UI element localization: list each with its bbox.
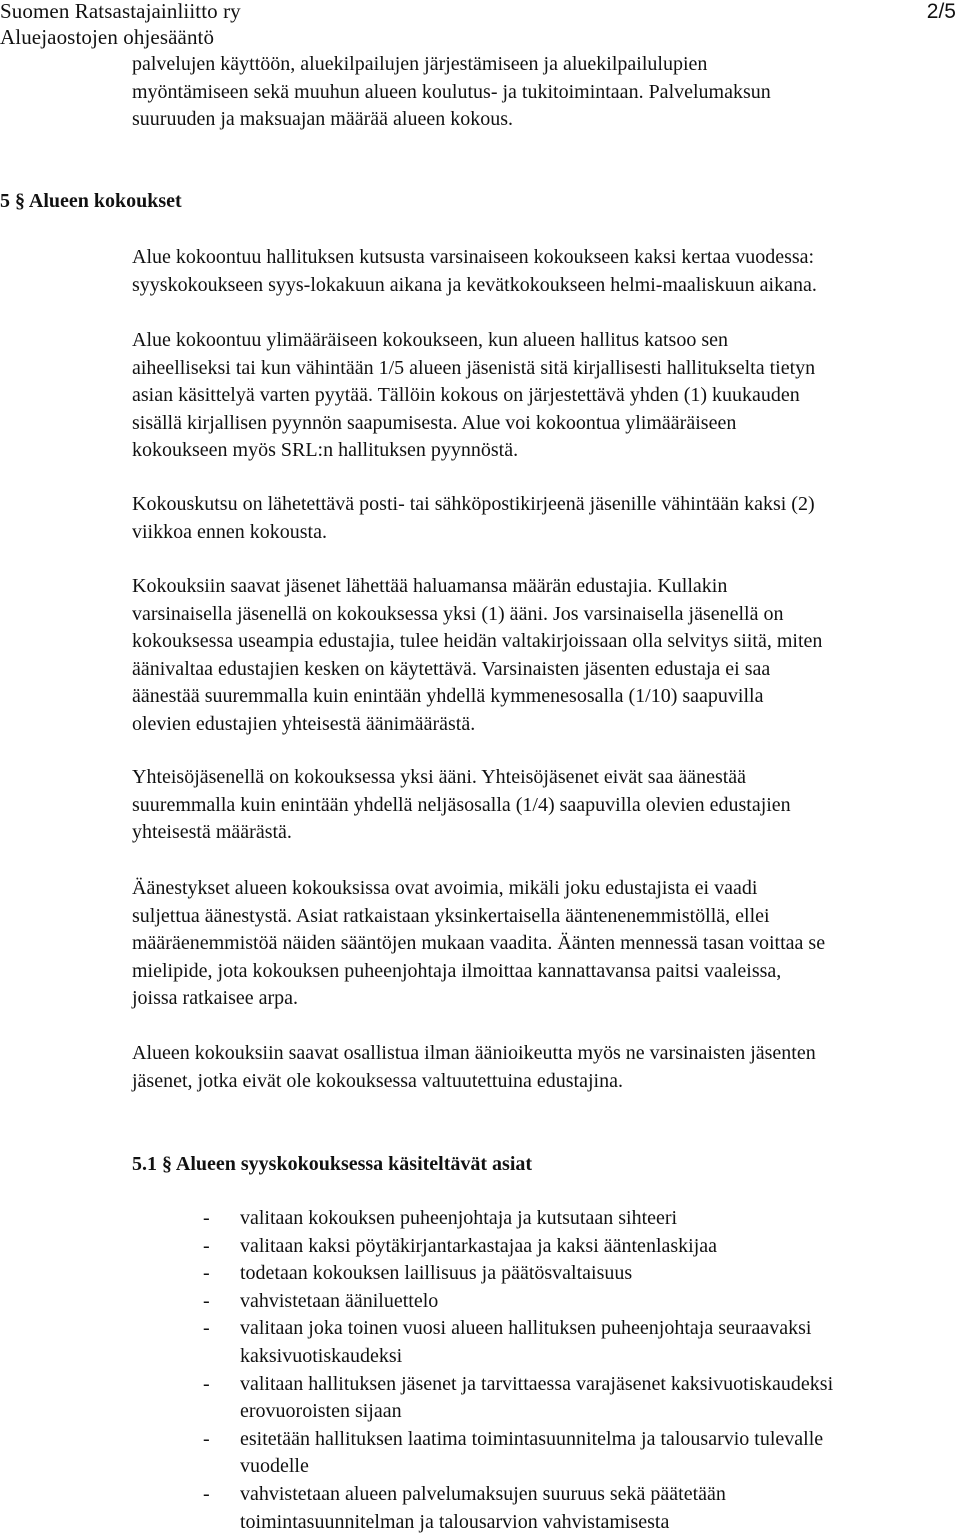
text-line: varsinaisella jäsenellä on kokouksessa yksi (1) ääni. Jos varsinaisella jäsenellä on [132,602,784,625]
text-line: Yhteisöjäsenellä on kokouksessa yksi ääni. Yhteisöjäsenet eivät saa äänestää [132,766,747,788]
text-line: sisällä kirjallisen pyynnön saapumisesta. Alue voi kokoontua ylimääräiseen [132,411,737,434]
text-line: äänivaltaa edustajien kesken on käytettävä. Varsinaisten jäsenten edustaja ei saa [132,657,771,680]
list-item-text: valitaan joka toinen vuosi alueen hallituksen puheenjohtaja seuraavaksi [240,1317,812,1340]
section-5-paragraph-7 [132,1040,960,1095]
text-line: yhteisestä määrästä. [132,821,292,844]
text-line: aiheelliseksi tai kun vähintään 1/5 alueen jäsenistä sitä kirjallisesti hallitukselta tietyn [132,356,816,379]
section-5-paragraph-2 [132,327,960,465]
text-line: Alue kokoontuu hallituksen kutsusta varsinaiseen kokoukseen kaksi kertaa vuodessa: [132,246,815,268]
text-line: suuruuden ja maksuajan määrää alueen kokous. [132,108,513,131]
list-item-text: todetaan kokouksen laillisuus ja päätösvaltaisuus [240,1262,633,1285]
bullet-dash: - [203,1289,210,1312]
bullet-dash: - [203,1482,210,1505]
text-line: määräenemmistöä näiden sääntöjen mukaan vaadita. Äänten mennessä tasan voittaa se [132,932,826,955]
list-item [203,1260,960,1288]
list-item [203,1288,960,1316]
text-line: kokouksessa useampia edustajia, tulee heidän valtakirjoissaan olla selvitys siitä, miten [132,630,823,653]
text-line: jäsenet, jotka eivät ole kokouksessa valtuutettuina edustajina. [132,1069,623,1092]
document-title: Aluejaostojen ohjesääntö [0,25,215,49]
bullet-dash: - [203,1372,210,1395]
bullet-dash: - [203,1262,210,1285]
list-item-text: vahvistetaan ääniluettelo [240,1289,439,1312]
bullet-dash: - [203,1234,210,1257]
text-line: asian käsittelyä varten pyytää. Tällöin kokous on järjestettävä yhden (1) kuukauden [132,384,800,407]
text-line: mielipide, jota kokouksen puheenjohtaja ilmoittaa kannattavansa paitsi vaaleissa, [132,959,782,982]
section-5-1-heading: 5.1 § Alueen syyskokouksessa käsiteltävät asiat [132,1153,533,1175]
list-item-text: kaksivuotiskaudeksi [240,1344,403,1367]
text-line: kokoukseen myös SRL:n hallituksen pyynnöstä. [132,439,519,462]
text-line: Alue kokoontuu ylimääräiseen kokoukseen, kun alueen hallitus katsoo sen [132,329,728,351]
text-line: palvelujen käyttöön, aluekilpailujen järjestämiseen ja aluekilpailulupien [132,53,708,75]
section-5-paragraph-3 [132,491,960,546]
section-5-heading: 5 § Alueen kokoukset [0,190,182,212]
text-line: myöntämiseen sekä muuhun alueen koulutus- ja tukitoimintaan. Palvelumaksun [132,80,771,103]
text-line: suljettua äänestystä. Asiat ratkaistaan yksinkertaisella ääntenenemmistöllä, ellei [132,904,770,927]
list-item [203,1481,960,1536]
list-item-text: vuodelle [240,1455,309,1478]
list-item-text: erovuoroisten sijaan [240,1400,402,1423]
page-number: 2/5 [926,0,956,23]
list-item-text: valitaan kaksi pöytäkirjantarkastajaa ja kaksi ääntenlaskijaa [240,1234,718,1257]
text-line: olevien edustajien yhteisestä äänimäärästä. [132,712,476,735]
text-line: suuremmalla kuin enintään yhdellä neljäsosalla (1/4) saapuvilla olevien edustajien [132,793,791,816]
section-5-paragraph-6 [132,875,960,1013]
list-item-text: esitetään hallituksen laatima toimintasuunnitelma ja talousarvio tulevalle [240,1427,824,1450]
text-line: joissa ratkaisee arpa. [132,987,299,1010]
intro-paragraph [132,51,960,134]
text-line: Kokouksiin saavat jäsenet lähettää haluamansa määrän edustajia. Kullakin [132,575,728,597]
text-line: syyskokoukseen syys-lokakuun aikana ja kevätkokoukseen helmi-maaliskuun aikana. [132,273,817,296]
list-item-text: valitaan kokouksen puheenjohtaja ja kutsutaan sihteeri [240,1207,678,1229]
text-line: Äänestykset alueen kokouksissa ovat avoimia, mikäli joku edustajista ei vaadi [132,877,758,899]
text-line: Alueen kokouksiin saavat osallistua ilman äänioikeutta myös ne varsinaisten jäsenten [132,1042,816,1064]
list-item-text: vahvistetaan alueen palvelumaksujen suuruus sekä päätetään [240,1482,726,1505]
organization-name: Suomen Ratsastajainliitto ry [0,0,241,23]
list-item-text: toimintasuunnitelman ja talousarvion vahvistamisesta [240,1510,670,1533]
text-line: viikkoa ennen kokousta. [132,520,327,543]
page-header [0,0,241,50]
list-item [203,1426,960,1481]
syyskokous-agenda-list [203,1205,960,1536]
bullet-dash: - [203,1427,210,1450]
text-line: Kokouskutsu on lähetettävä posti- tai sähköpostikirjeenä jäsenille vähintään kaksi (2) [132,493,815,515]
text-line: äänestää suuremmalla kuin enintään yhdellä kymmenesosalla (1/10) saapuvilla [132,685,764,708]
list-item [203,1205,960,1233]
list-item [203,1315,960,1370]
bullet-dash: - [203,1207,210,1229]
list-item [203,1233,960,1261]
section-5-paragraph-4 [132,573,960,739]
section-5-paragraph-5 [132,764,960,847]
list-item [203,1371,960,1426]
section-5-paragraph-1 [132,244,960,299]
bullet-dash: - [203,1317,210,1340]
list-item-text: valitaan hallituksen jäsenet ja tarvittaessa varajäsenet kaksivuotiskaudeksi [240,1372,834,1395]
